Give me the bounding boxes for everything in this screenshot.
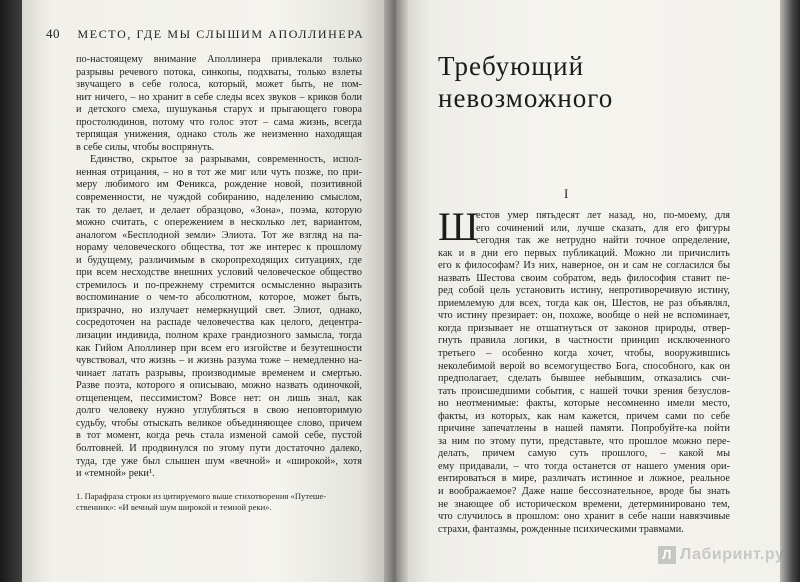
text-line: тать происшедшими события, с нашей точки зрения безуслов-: [438, 385, 730, 397]
text-line: при всем несходстве внешних условий человеческое общество: [76, 267, 362, 279]
text-line: ред собой цель установить истину, непротиворечивую истину,: [438, 285, 730, 297]
text-line: когда призывает не отшатнуться от законов природы, отвер-: [438, 322, 730, 334]
drop-cap: Ш: [438, 204, 479, 249]
text-line: туда, где уже был слышен шум «вечной» и «широкой», хотя: [76, 455, 362, 467]
text-line: чинает латать разрывы, производимые временем и смертью.: [76, 367, 362, 379]
text-line: звучащего в себе голоса, который, может быть, не пом-: [76, 79, 362, 91]
text-line: отщепенцем, пессимистом? Вовсе нет: он лишь знал, как: [76, 392, 362, 404]
footnote-line: 1. Парафраза строки из цитируемого выше стихотворения «Путеше-: [76, 491, 327, 501]
watermark: [658, 546, 784, 564]
text-line: разрывы речевого потока, синкопы, подхваты, только взлеты: [76, 66, 362, 78]
text-line: можно считать, с опережением в несколько лет, вариантом,: [76, 217, 362, 229]
text-line: и воображаемое? Даже наше бессознательное, вроде бы знать: [438, 486, 730, 498]
text-line: Единство, скрытое за разрывами, современность, испол-: [90, 154, 362, 166]
right-edge-shadow: [780, 0, 800, 582]
chapter-title-line: Требующий: [438, 51, 585, 81]
text-line: что случилось в прошлом: оно хранит в себе наши навязчивые: [438, 511, 730, 523]
watermark-text: Лабиринт.ру: [680, 546, 785, 563]
text-line: делать, причем самую суть прошлого, – какой мы: [438, 448, 730, 460]
text-line: неколебимой верой во всемогущество Бога, способного, как он: [438, 360, 730, 372]
text-line: не знающее об историческом времени, детерминировано тем,: [438, 498, 730, 510]
chapter-title: [438, 50, 738, 114]
running-title: МЕСТО, ГДЕ МЫ СЛЫШИМ АПОЛЛИНЕРА: [77, 27, 365, 41]
section-number: I: [564, 186, 569, 201]
text-line: приемлемую для всех, тогда как он, Шестов, не раз объявлял,: [438, 297, 730, 309]
text-line: современности, не чуждой собиранию, наделению смыслом,: [76, 192, 362, 204]
text-line: и будущему, различимым в скоропреходящих ситуациях, где: [76, 254, 362, 266]
text-line: призрачно, но излучает немеркнущий свет. Элиот, однако,: [76, 304, 362, 316]
text-line: страхи, фантазмы, рожденные психическими травмами.: [438, 523, 684, 535]
footnote-line: ственник»: «И вечный шум широкой и темной реки».: [76, 502, 272, 512]
text-line: как Гийом Аполлинер при всем его изгойстве и безутешности: [76, 342, 362, 354]
text-line: в себе силы, чтобы воспрянуть.: [76, 141, 215, 153]
text-line: так то делает, и делает образцово, «Зона», поэма, которую: [76, 204, 362, 216]
text-line: причине запечатлены в нашей памяти. Попробуйте-ка пойти: [438, 423, 730, 435]
text-line: предполагает, сделать бывшее небывшим, отказались счи-: [438, 373, 730, 385]
text-line: третьего – особенно когда хочет, чтобы, вооружившись: [438, 348, 730, 360]
book-gutter: [384, 0, 408, 582]
page-number: 40: [46, 26, 60, 41]
text-line: судьбу, чтобы отыскать великое объединяющее слово, причем: [76, 417, 362, 429]
chapter-title-line: невозможного: [438, 83, 614, 113]
running-head: [46, 26, 376, 42]
text-line: ненная отрицания, – но в тот же миг или чуть позже, по при-: [76, 166, 362, 178]
text-line: естов умер пятьдесят лет назад, но, по-моему, для: [476, 210, 730, 221]
left-body-text: [76, 54, 362, 481]
watermark-logo-icon: Л: [658, 546, 676, 564]
text-line: как и в дни его первых публикаций. Можно ли причислить: [438, 247, 730, 259]
text-line: ему придавали, – что тогда останется от нашего умения ори-: [438, 460, 730, 472]
text-line: долго человеку нужно углубляться в свою неповторимую: [76, 405, 362, 417]
text-line: сегодня так же нетрудно найти точное определение,: [476, 235, 730, 247]
text-line: сосредоточен на распаде человечества как целого, децентра-: [76, 317, 362, 329]
text-line: Разве поэта, которого я описываю, можно назвать одиночкой,: [76, 380, 362, 392]
text-line: стремилось и по-прежнему стремится осмысленно выразить: [76, 279, 362, 291]
text-line: нораму человеческого общества, тот же интерес к прошлому: [76, 242, 362, 254]
text-line: но неотменимые: факты, которые несомненно имели место,: [438, 398, 730, 410]
text-line: болтовней. И продвинулся по этому пути достаточно далеко,: [76, 442, 362, 454]
text-line: терпящая унижения, однако столь же неизменно находящая: [76, 129, 362, 141]
text-line: воспоминание о чем-то абсолютном, которое, может быть,: [76, 292, 362, 304]
text-line: простолюдинов, потому что голос этот – сама жизнь, всегда: [76, 116, 362, 128]
text-line: факты, из которых, как нам кажется, причем сами по себе: [438, 410, 730, 422]
text-line: назвать Шестова своим собратом, ведь философия ставит пе-: [438, 272, 730, 284]
text-line: гнуть правила логики, в частности принцип исключенного: [438, 335, 730, 347]
text-line: за ним по этому пути, представьте, что прошлое можно пере-: [438, 435, 730, 447]
text-line: нит ничего, – но хранит в себе следы всех звуков – криков боли: [76, 91, 362, 103]
text-line: его сочинений или, лучше сказать, для его фигуры: [476, 222, 730, 234]
text-line: меру любимого им Феникса, рождение новой, позитивной: [76, 179, 362, 191]
text-line: его к философам? Из них, наверное, он и сам не согласился бы: [438, 260, 730, 272]
text-line: по-настоящему внимание Аполлинера привлекали только: [76, 54, 362, 65]
text-line: что истину презирает: он, похоже, вообще о ней не вспоминает,: [438, 310, 730, 322]
text-line: лизации индивида, полном крахе грандиозного замысла, тогда: [76, 330, 362, 342]
right-body-text: [438, 204, 730, 536]
text-line: в тот момент, когда речь стала изменой самой себе, пустой: [76, 430, 362, 442]
footnote: [76, 491, 362, 513]
text-line: и детского смеха, шушуканья старух и прыгающего говора: [76, 104, 362, 116]
text-line: чувствовал, что жизнь – и жизнь разума тоже – немедленно на-: [76, 355, 362, 367]
text-line: аналогом «Бесплодной земли» Элиота. Тот же взгляд на па-: [76, 229, 362, 241]
text-line: и «темной» реки¹.: [76, 468, 155, 480]
text-line: ентироваться в мире, различать истинное и ложное, реальное: [438, 473, 730, 485]
